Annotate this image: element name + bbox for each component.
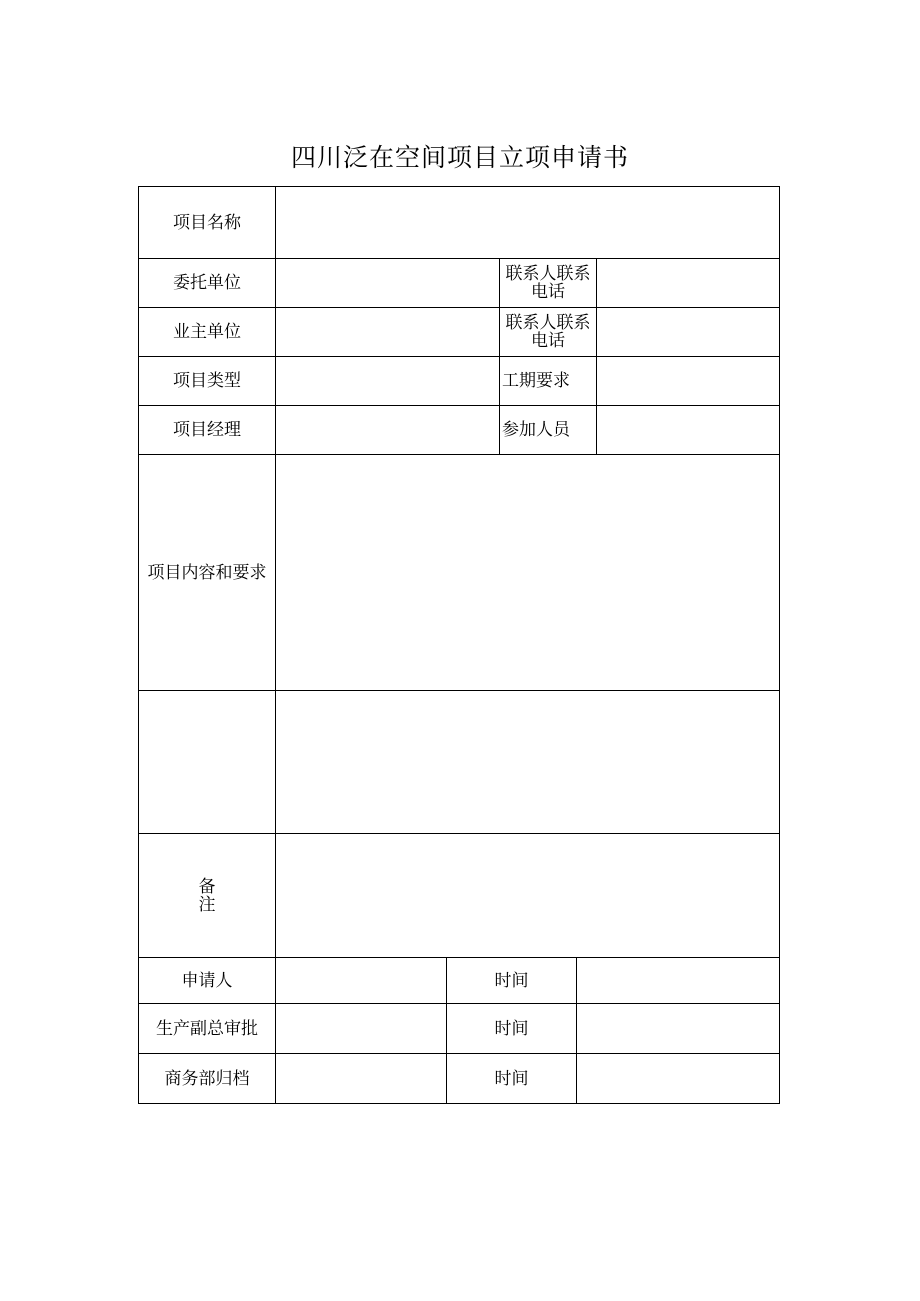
label-contact-phone-1-line2: 电话	[531, 282, 565, 302]
label-business-archive: 商务部归档	[164, 1068, 250, 1089]
remarks-field[interactable]	[276, 834, 779, 957]
page-title: 四川泛在空间项目立项申请书	[290, 143, 629, 172]
label-remarks-char2: 注	[198, 894, 216, 915]
label-project-name: 项目名称	[173, 212, 241, 233]
blank-label-cell	[139, 691, 275, 833]
label-remarks	[139, 834, 275, 957]
label-participants: 参加人员	[502, 420, 570, 440]
time-3-field[interactable]	[577, 1054, 779, 1103]
label-client-unit: 委托单位	[173, 273, 241, 293]
application-form	[138, 186, 780, 1104]
production-vp-approval-field[interactable]	[276, 1004, 446, 1053]
contact-phone-1-field[interactable]	[597, 259, 779, 307]
label-content-requirements: 项目内容和要求	[147, 562, 267, 583]
contact-phone-2-field[interactable]	[597, 308, 779, 356]
label-contact-phone-2	[500, 308, 596, 356]
label-owner-unit: 业主单位	[173, 322, 241, 342]
project-type-field[interactable]	[276, 357, 499, 405]
label-contact-phone-1-line1: 联系人联系	[505, 264, 591, 284]
project-name-field[interactable]	[276, 187, 779, 258]
label-contact-phone-1	[500, 259, 596, 307]
label-contact-phone-2-line2: 电话	[531, 331, 565, 351]
time-2-field[interactable]	[577, 1004, 779, 1053]
label-remarks-char1: 备	[198, 876, 216, 897]
time-1-field[interactable]	[577, 958, 779, 1003]
label-time-1: 时间	[494, 970, 529, 991]
project-manager-field[interactable]	[276, 406, 499, 454]
applicant-field[interactable]	[276, 958, 446, 1003]
owner-unit-field[interactable]	[276, 308, 499, 356]
label-time-3: 时间	[494, 1068, 529, 1089]
label-applicant: 申请人	[181, 970, 233, 991]
content-requirements-field[interactable]	[276, 455, 779, 690]
label-project-type: 项目类型	[173, 371, 241, 391]
label-schedule: 工期要求	[502, 371, 570, 391]
label-time-2: 时间	[494, 1018, 529, 1039]
participants-field[interactable]	[597, 406, 779, 454]
business-archive-field[interactable]	[276, 1054, 446, 1103]
client-unit-field[interactable]	[276, 259, 499, 307]
label-project-manager: 项目经理	[173, 420, 241, 440]
blank-content-field[interactable]	[276, 691, 779, 833]
label-production-vp-approval: 生产副总审批	[156, 1018, 258, 1039]
schedule-field[interactable]	[597, 357, 779, 405]
label-contact-phone-2-line1: 联系人联系	[505, 313, 591, 333]
